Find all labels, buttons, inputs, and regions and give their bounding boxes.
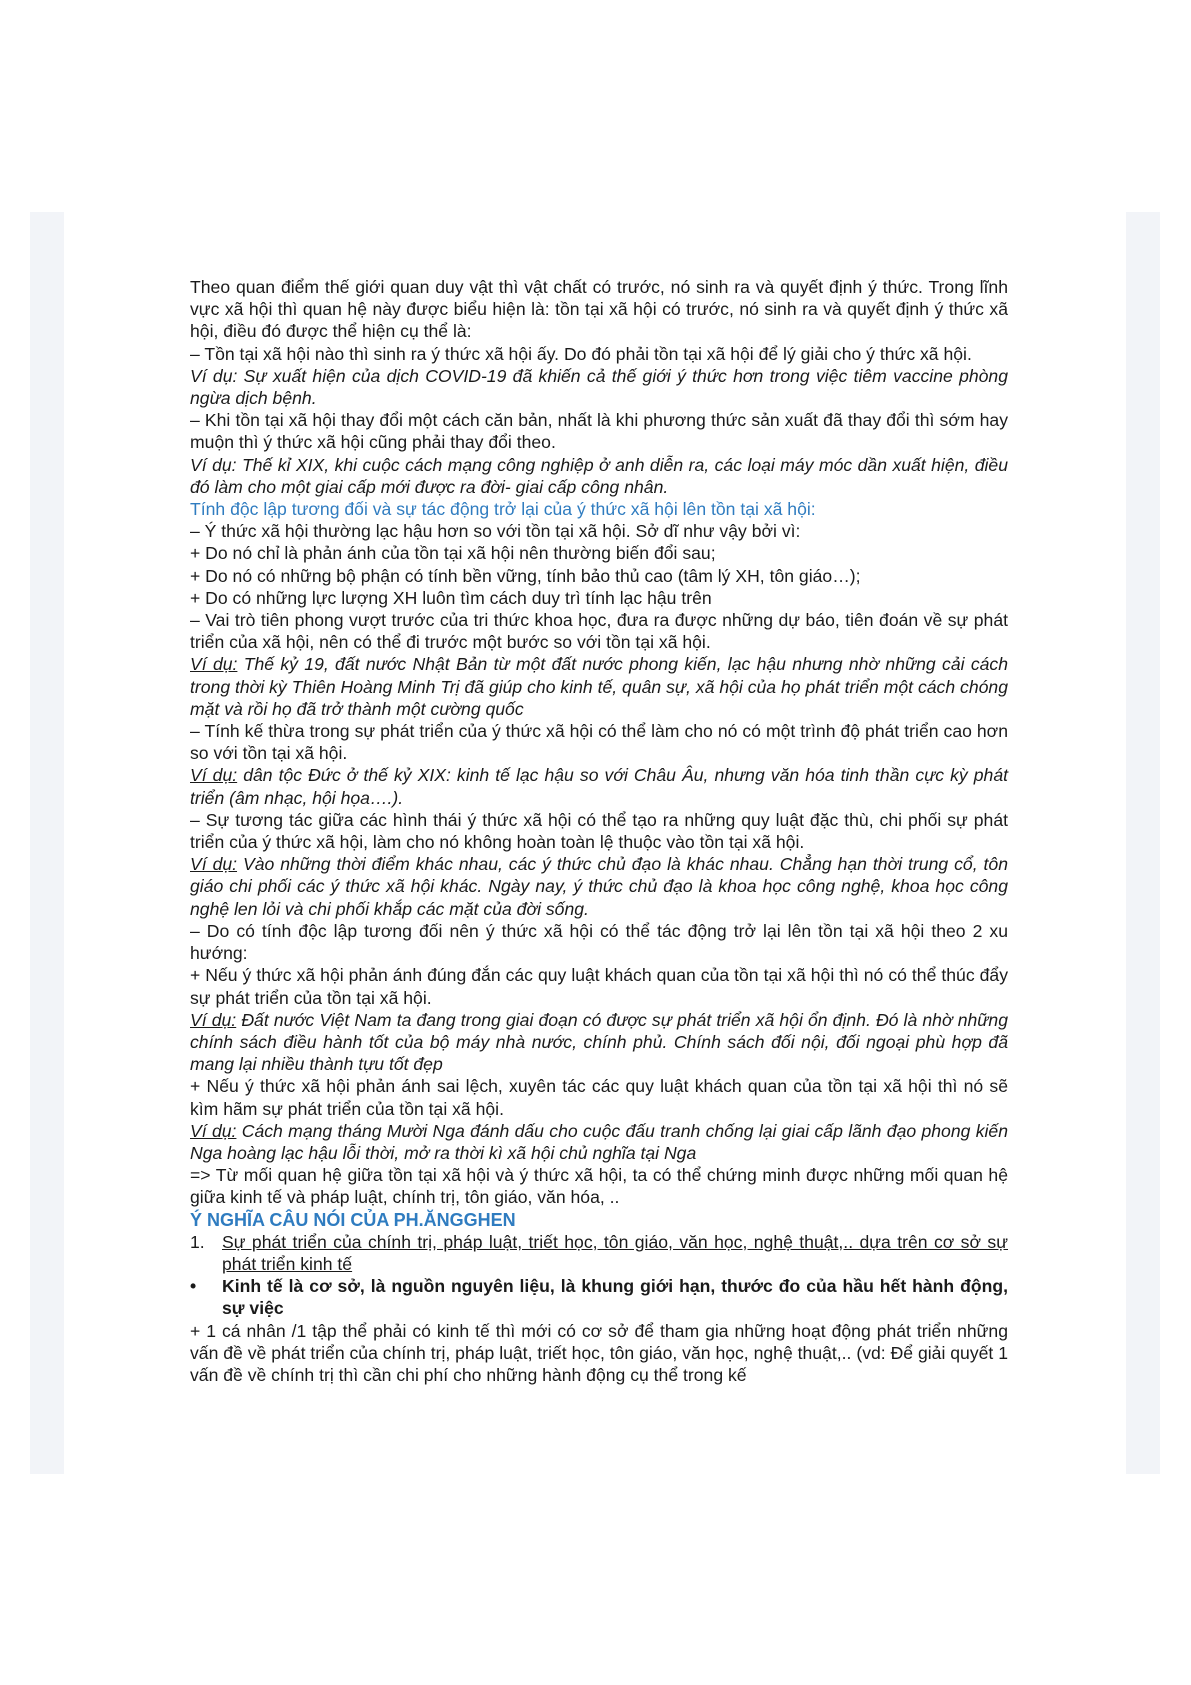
example-paragraph	[190, 1120, 1008, 1164]
example-label: Ví dụ:	[190, 765, 238, 786]
example-paragraph: Ví dụ: Thế kỉ XIX, khi cuộc cách mạng công nghiệp ở anh diễn ra, các loại máy móc dần xuất hiện, điều đó làm cho một giai cấp mới được ra đời- giai cấp công nhân.	[190, 454, 1008, 497]
numbered-list-item	[190, 1231, 1008, 1275]
example-label: Ví dụ:	[190, 1009, 237, 1030]
example-paragraph	[190, 1009, 1008, 1076]
example-text: Đất nước Việt Nam ta đang trong giai đoạn có được sự phát triển xã hội ổn định. Đó là nhờ những chính sách điều hành tốt của bộ máy nhà nước, chính phủ. Chính sách đối nội, đối ngoại phù hợp đã mang lại nhiều thành tựu tốt đẹp	[190, 1009, 1008, 1075]
conclusion-paragraph: => Từ mối quan hệ giữa tồn tại xã hội và ý thức xã hội, ta có thể chứng minh được những mối quan hệ giữa kinh tế và pháp luật, chính trị, tôn giáo, văn hóa, ..	[190, 1165, 1008, 1208]
bullet-list-item	[190, 1275, 1008, 1319]
point-paragraph: – Vai trò tiên phong vượt trước của tri thức khoa học, đưa ra được những dự báo, tiên đoán về sự phát triển của xã hội, nên có thể đi trước một bước so với tồn tại xã hội.	[190, 610, 1008, 653]
example-paragraph: Ví dụ: Sự xuất hiện của dịch COVID-19 đã khiến cả thế giới ý thức hơn trong việc tiêm vaccine phòng ngừa dịch bệnh.	[190, 365, 1008, 409]
left-margin-strip	[30, 212, 64, 1474]
list-item-text: Kinh tế là cơ sở, là nguồn nguyên liệu, là khung giới hạn, thước đo của hầu hết hành động, sự việc	[222, 1276, 1008, 1319]
sub-point-paragraph: + Nếu ý thức xã hội phản ánh sai lệch, xuyên tác các quy luật khách quan của tồn tại xã hội thì nó sẽ kìm hãm sự phát triển của tồn tại xã hội.	[190, 1076, 1008, 1119]
list-number: 1.	[190, 1231, 205, 1252]
intro-paragraph: Theo quan điểm thế giới quan duy vật thì vật chất có trước, nó sinh ra và quyết định ý thức. Trong lĩnh vực xã hội thì quan hệ này được biểu hiện là: tồn tại xã hội có trước, nó sinh ra và quyết định ý thức xã hội, điều đó được thể hiện cụ thể là:	[190, 277, 1008, 342]
point-paragraph: – Khi tồn tại xã hội thay đổi một cách căn bản, nhất là khi phương thức sản xuất đã thay đổi thì sớm hay muộn thì ý thức xã hội cũng phải thay đổi theo.	[190, 410, 1008, 453]
point-paragraph: – Sự tương tác giữa các hình thái ý thức xã hội có thể tạo ra những quy luật đặc thù, chi phối sự phát triển của ý thức xã hội, làm cho nó không hoàn toàn lệ thuộc vào tồn tại xã hội.	[190, 809, 1008, 853]
example-paragraph	[190, 764, 1008, 808]
document-page	[190, 276, 1008, 1386]
example-text: dân tộc Đức ở thế kỷ XIX: kinh tế lạc hậu so với Châu Âu, nhưng văn hóa tinh thần cực kỳ phát triển (âm nhạc, hội họa….).	[190, 765, 1008, 808]
sub-point-paragraph: + Nếu ý thức xã hội phản ánh đúng đắn các quy luật khách quan của tồn tại xã hội thì nó có thể thúc đẩy sự phát triển của tồn tại xã hội.	[190, 965, 1008, 1008]
right-margin-strip	[1126, 212, 1160, 1474]
point-paragraph: – Tồn tại xã hội nào thì sinh ra ý thức xã hội ấy. Do đó phải tồn tại xã hội để lý giải cho ý thức xã hội.	[190, 343, 972, 364]
example-text: Cách mạng tháng Mười Nga đánh dấu cho cuộc đấu tranh chống lại giai cấp lãnh đạo phong kiến Nga hoàng lạc hậu lỗi thời, mở ra thời kì xã hội chủ nghĩa tại Nga	[190, 1120, 1009, 1163]
sub-point-paragraph: + Do nó chỉ là phản ánh của tồn tại xã hội nên thường biến đổi sau;	[190, 543, 716, 564]
point-paragraph: – Do có tính độc lập tương đối nên ý thức xã hội có thể tác động trở lại lên tồn tại xã hội theo 2 xu hướng:	[190, 920, 1008, 964]
example-label: Ví dụ:	[190, 854, 238, 875]
point-paragraph: – Tính kế thừa trong sự phát triển của ý thức xã hội có thể làm cho nó có một trình độ phát triển cao hơn so với tồn tại xã hội.	[190, 721, 1008, 764]
sub-point-paragraph: + Do có những lực lượng XH luôn tìm cách duy trì tính lạc hậu trên	[190, 587, 712, 608]
point-paragraph: – Ý thức xã hội thường lạc hậu hơn so với tồn tại xã hội. Sở dĩ như vậy bởi vì:	[190, 521, 801, 542]
example-text: Thế kỷ 19, đất nước Nhật Bản từ một đất nước phong kiến, lạc hậu nhưng nhờ những cải cách trong thời kỳ Thiên Hoàng Minh Trị đã giúp cho kinh tế, quân sự, xã hội của họ phát triển một cách chóng mặt và rồi họ đã trở thành một cường quốc	[190, 654, 1008, 719]
list-item-text: Sự phát triển của chính trị, pháp luật, triết học, tôn giáo, văn học, nghệ thuật,.. dựa trên cơ sở sự phát triển kinh tế	[222, 1231, 1008, 1274]
example-text: Vào những thời điểm khác nhau, các ý thức chủ đạo là khác nhau. Chẳng hạn thời trung cổ, tôn giáo chi phối các ý thức xã hội khác. Ngày nay, ý thức chủ đạo là khoa học công nghệ, khoa học công nghệ len lỏi và chi phối khắp các mặt của đời sống.	[190, 854, 1008, 919]
example-label: Ví dụ:	[190, 1120, 237, 1141]
section-heading: Ý NGHĨA CÂU NÓI CỦA PH.ĂNGGHEN	[190, 1209, 516, 1230]
example-paragraph	[190, 853, 1008, 920]
example-paragraph	[190, 653, 1008, 720]
sub-point-paragraph: + 1 cá nhân /1 tập thể phải có kinh tế thì mới có cơ sở để tham gia những hoạt động phát triển những vấn đề về phát triển của chính trị, pháp luật, triết học, tôn giáo, văn học, nghệ thuật,.. (vd: Để giải quyết 1 vấn đề về chính trị thì cần chi phí cho những hành động cụ thể trong kế	[190, 1320, 1008, 1385]
section-subheading: Tính độc lập tương đối và sự tác động trở lại của ý thức xã hội lên tồn tại xã hội:	[190, 499, 816, 520]
bullet-icon: •	[190, 1276, 197, 1297]
example-label: Ví dụ:	[190, 654, 238, 675]
sub-point-paragraph: + Do nó có những bộ phận có tính bền vững, tính bảo thủ cao (tâm lý XH, tôn giáo…);	[190, 565, 861, 586]
